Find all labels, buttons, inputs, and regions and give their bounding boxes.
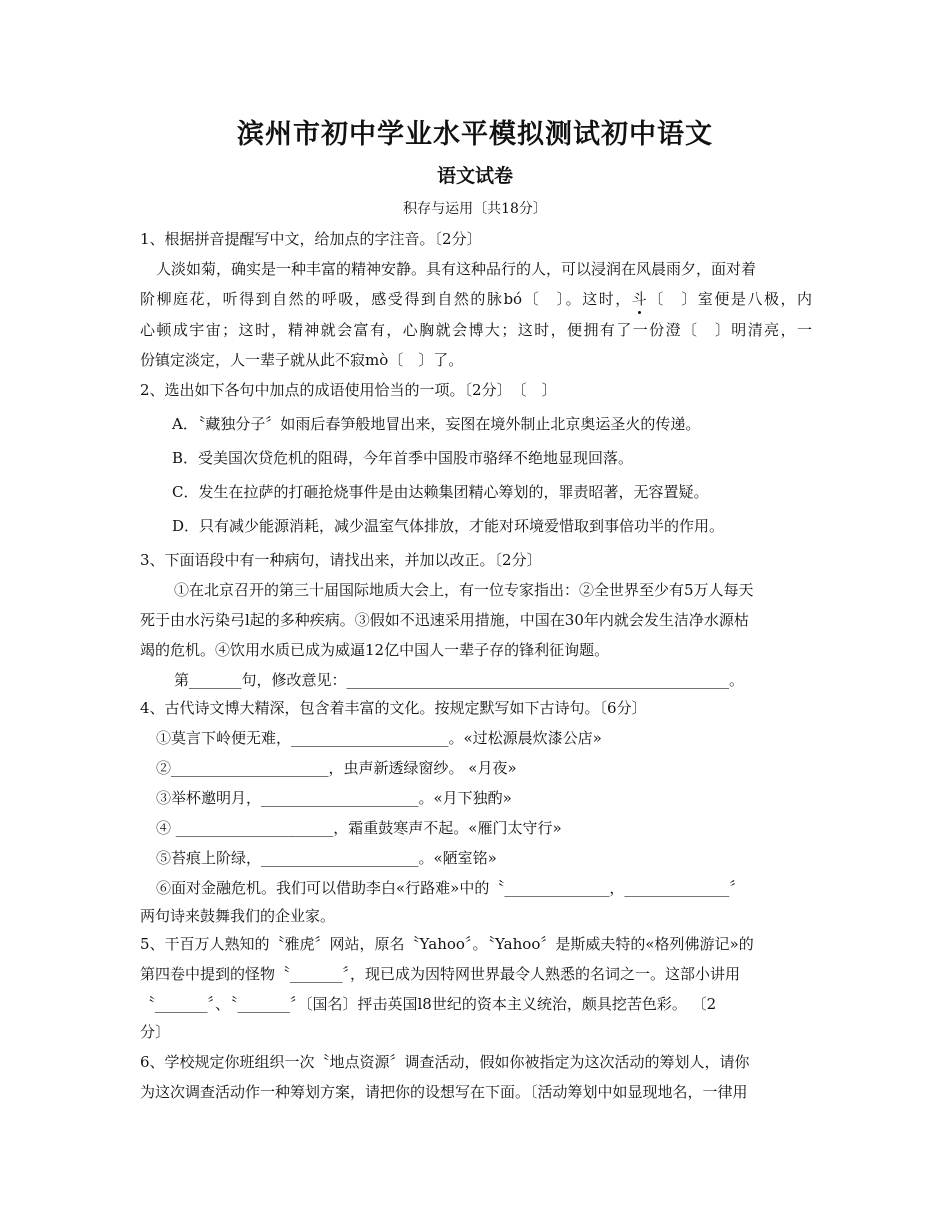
q3-passage-line: 竭的危机。④饮用水质已成为威逼12亿中国人一辈子存的锋利征询题。: [140, 641, 610, 659]
q3-answer-line: 第_______句，修改意见：___________________________________________________。: [174, 671, 745, 689]
q2-option-d: D．只有减少能源消耗，减少温室气体排放，才能对环境爱惜取到事倍功半的作用。: [172, 517, 725, 535]
q1-passage-line: 心顿成宇宙；这时，精神就会富有，心胸就会博大；这时，便拥有了一份澄〔 〕明清亮，一: [140, 321, 812, 339]
q3-stem: 3、下面语段中有一种病句，请找出来，并加以改正。〔2分〕: [140, 551, 542, 569]
q2-option-b: B．受美国次贷危机的阻碍，今年首季中国股市骆绎不绝地显现回落。: [172, 449, 634, 467]
q1-passage-line: 份镇定淡定，人一辈子就从此不寂mò〔 〕了。: [140, 351, 464, 369]
q6-line: 为这次调查活动作一种筹划方案，请把你的设想写在下面。〔活动筹划中如显现地名，一律用: [140, 1083, 748, 1101]
q2-option-c: C．发生在拉萨的打砸抢烧事件是由达赖集团精心筹划的，罪责昭著，无容置疑。: [172, 483, 709, 501]
q5-line: 分〕: [140, 1023, 171, 1041]
q4-item-2: ②_____________________，虫声新透绿窗纱。 «月夜»: [156, 759, 517, 777]
q4-item-5: ⑤苔痕上阶绿，_____________________。«陋室铭»: [156, 849, 497, 867]
q5-line: 5、干百万人熟知的〝雅虎〞网站，原名〝Yahoo〞。〝Yahoo〞是斯威夫特的«格列佛游记»的: [140, 935, 754, 953]
section-heading: 积存与运用〔共18分〕: [403, 201, 547, 217]
q1-passage-line: 人淡如菊，确实是一种丰富的精神安静。具有这种品行的人，可以浸润在风晨雨夕，面对着: [156, 260, 757, 278]
q3-passage-line: ①在北京召开的第三十届国际地质大会上，有一位专家指出：②全世界至少有5万人每天: [174, 581, 754, 599]
q2-stem: 2、选出如下各句中加点的成语使用恰当的一项。〔2分〕 〔 〕: [140, 381, 557, 399]
q4-stem: 4、古代诗文博大精深，包含着丰富的文化。按规定默写如下古诗句。〔6分〕: [140, 699, 647, 717]
q3-passage-line: 死于由水污染弓l起的多种疾病。③假如不迅速采用措施，中国在30年内就会发生洁净水源枯: [140, 611, 749, 629]
q5-line: 第四卷中提到的怪物〝_______〞，现已成为因特网世界最令人熟悉的名词之一。这部小讲用: [140, 965, 741, 983]
q1-stem: 1、根据拼音提醒写中文，给加点的字注音。〔2分〕: [140, 230, 482, 248]
q1-passage-line: [140, 289, 812, 309]
q6-line: 6、学校规定你班组织一次〝地点资源〞调查活动，假如你被指定为这次活动的筹划人，请你: [140, 1053, 750, 1071]
emphasis-dotted-char: 斗: [631, 290, 647, 308]
q5-line: 〝_______〞、〝_______〞〔国名〕抨击英国l8世纪的资本主义统治，颇具挖苦色彩。 〔2: [140, 995, 717, 1013]
paper-subtitle: 语文试卷: [436, 165, 513, 187]
q4-tail: 两句诗来鼓舞我们的企业家。: [140, 907, 336, 925]
q1-line-with-dotted-char: 阶柳庭花，听得到自然的呼吸，感受得到自然的脉bó〔 〕。这时，斗〔 〕室便是八极，内: [140, 290, 812, 308]
q2-option-a: A．〝藏独分子〞如雨后春笋般地冒出来，妄图在境外制止北京奥运圣火的传递。: [172, 415, 701, 433]
q4-item-4: ④ _____________________，霜重鼓寒声不起。«雁门太守行»: [156, 819, 562, 837]
exam-title: 滨州市初中学业水平模拟测试初中语文: [237, 119, 713, 150]
q4-item-6: ⑥面对金融危机。我们可以借助李白«行路难»中的〝______________，______________〞: [156, 879, 745, 897]
q4-item-1: ①莫言下岭便无难，_____________________。«过松源晨炊漆公店»: [156, 729, 602, 747]
q4-item-3: ③举杯邀明月，_____________________。«月下独酌»: [156, 789, 512, 807]
